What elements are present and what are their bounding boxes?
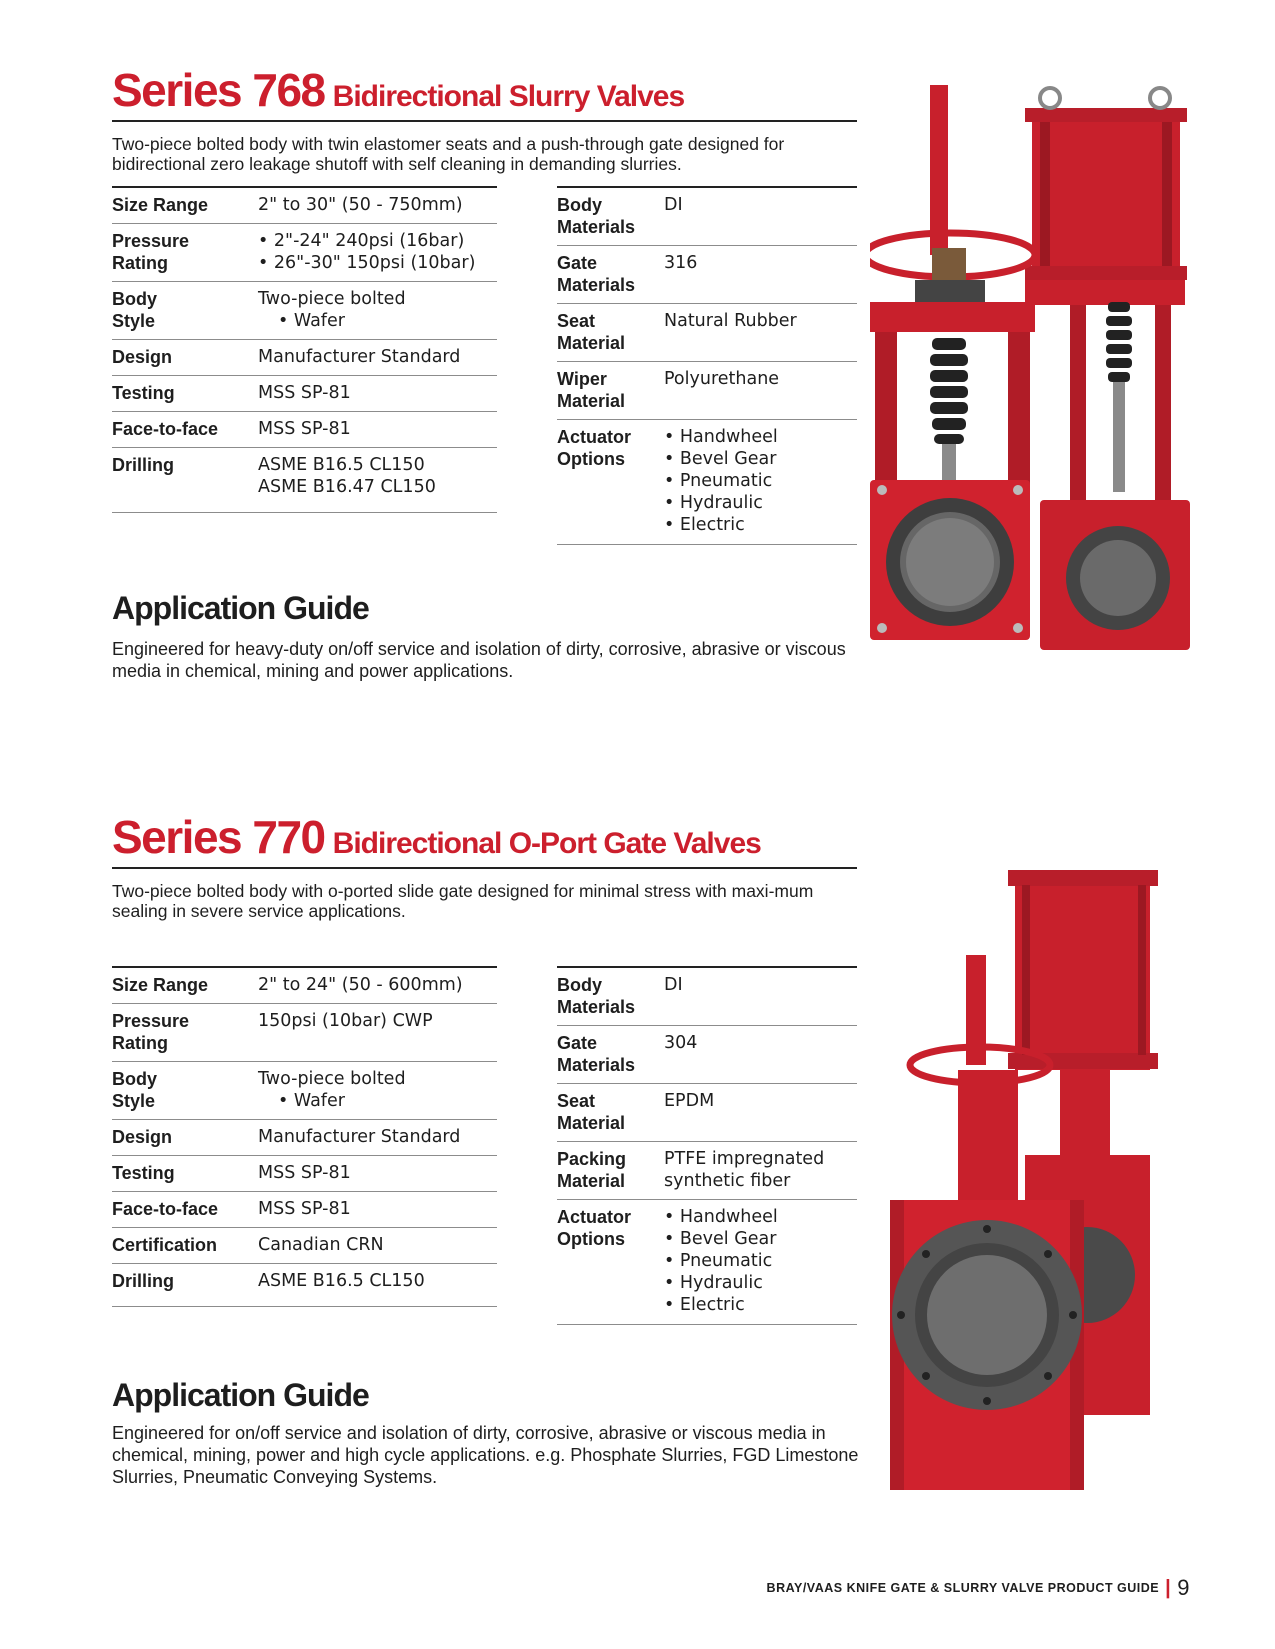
spec-value: Canadian CRN [258, 1235, 384, 1255]
spec-key: Face-to-face [112, 1199, 219, 1219]
spec-key [112, 1062, 258, 1120]
spec-value-line: • 2"-24" 240psi (16bar) [258, 231, 465, 251]
spec-row [557, 1084, 857, 1142]
spec-table-right [557, 186, 857, 545]
spec-row [112, 1120, 497, 1156]
spec-key-line: Seat [557, 311, 596, 331]
spec-key-line: Rating [112, 1033, 168, 1053]
spec-key: Testing [112, 383, 175, 403]
spec-key [557, 1084, 664, 1142]
spec-key-line: Materials [557, 997, 636, 1017]
application-guide-text: Engineered for heavy-duty on/off service and isolation of dirty, corrosive, abrasive or viscous media in chemical, mining and power applications. [112, 639, 846, 681]
valve-770-product-image [880, 855, 1180, 1505]
spec-key-line: Material [557, 333, 626, 353]
actuator-option: • Bevel Gear [664, 449, 777, 469]
spec-table-right [557, 966, 857, 1325]
spec-key: Design [112, 347, 173, 367]
spec-value [258, 448, 497, 513]
spec-row [112, 340, 497, 376]
spec-key: Design [112, 1127, 173, 1147]
spec-key-line: Actuator [557, 427, 632, 447]
series-title [112, 811, 761, 867]
spec-key-line: Material [557, 1171, 626, 1191]
spec-value-line: ASME B16.47 CL150 [258, 477, 436, 497]
spec-key-line: Style [112, 1091, 156, 1111]
spec-key [557, 304, 664, 362]
section-title-770 [112, 811, 857, 869]
spec-row [557, 1142, 857, 1200]
spec-key: Size Range [112, 975, 209, 995]
spec-key: Drilling [112, 1271, 174, 1291]
spec-row [112, 1062, 497, 1120]
page-number: 9 [1177, 1575, 1190, 1600]
spec-row [112, 1264, 497, 1307]
spec-row [557, 420, 857, 545]
spec-row [557, 187, 857, 246]
spec-table-left [112, 966, 497, 1307]
series-title [112, 64, 685, 120]
spec-value-line: synthetic fiber [664, 1171, 791, 1191]
spec-key: Size Range [112, 195, 209, 215]
spec-table-left [112, 186, 497, 513]
series-intro: Two-piece bolted body with o-ported slide gate designed for minimal stress with maxi-mum sealing in severe service applications. [112, 881, 814, 921]
valve-768-product-image [870, 80, 1200, 665]
spec-row [112, 282, 497, 340]
application-guide-title: Application Guide [112, 590, 369, 626]
spec-key [557, 362, 664, 420]
spec-value: MSS SP-81 [258, 383, 351, 403]
spec-row [112, 448, 497, 513]
actuator-option: • Handwheel [664, 1207, 778, 1227]
spec-key [112, 1004, 258, 1062]
actuator-option: • Pneumatic [664, 1251, 773, 1271]
spec-row [557, 1200, 857, 1325]
application-guide-text: Engineered for on/off service and isolation of dirty, corrosive, abrasive or viscous media in chemical, mining, power and high cycle applications. e.g. Phosphate Slurries, FGD Limestone Slurries, Pneumatic Conveying Systems. [112, 1423, 859, 1487]
spec-value: EPDM [664, 1091, 715, 1111]
spec-key-line: Rating [112, 253, 168, 273]
spec-key: Drilling [112, 455, 174, 475]
spec-value [258, 224, 497, 282]
spec-row [112, 1228, 497, 1264]
spec-key: Testing [112, 1163, 175, 1183]
footer-separator: | [1165, 1577, 1172, 1599]
spec-row [112, 187, 497, 224]
spec-value: MSS SP-81 [258, 1199, 351, 1219]
spec-row [112, 412, 497, 448]
spec-key-line: Materials [557, 1055, 636, 1075]
series-intro: Two-piece bolted body with twin elastomer seats and a push-through gate designed for bidirectional zero leakage shutoff with self cleaning in demanding slurries. [112, 134, 785, 174]
spec-key-line: Body [112, 289, 157, 309]
actuator-option: • Electric [664, 515, 745, 535]
spec-value [664, 1142, 857, 1200]
spec-value [664, 420, 857, 545]
spec-row [557, 362, 857, 420]
spec-key-line: Gate [557, 253, 598, 273]
series-number: Series 770 [112, 811, 325, 863]
spec-value: 316 [664, 253, 698, 273]
spec-key-line: Options [557, 1229, 625, 1249]
actuator-option: • Electric [664, 1295, 745, 1315]
spec-key [557, 1200, 664, 1325]
spec-value-line: • Wafer [278, 1091, 345, 1111]
spec-row [557, 967, 857, 1026]
spec-row [112, 1004, 497, 1062]
actuator-option: • Pneumatic [664, 471, 773, 491]
spec-row [557, 246, 857, 304]
spec-value: DI [664, 975, 683, 995]
spec-value [258, 1062, 497, 1120]
spec-value-line: Two-piece bolted [258, 1069, 406, 1089]
spec-key-line: Body [557, 975, 602, 995]
actuator-option: • Bevel Gear [664, 1229, 777, 1249]
spec-row [557, 304, 857, 362]
spec-key-line: Material [557, 391, 626, 411]
spec-value: DI [664, 195, 683, 215]
spec-value: Natural Rubber [664, 311, 797, 331]
spec-value: 304 [664, 1033, 698, 1053]
spec-value-line: ASME B16.5 CL150 [258, 455, 425, 475]
spec-value [664, 1200, 857, 1325]
spec-key: Face-to-face [112, 419, 219, 439]
spec-value [258, 282, 497, 340]
spec-key: Certification [112, 1235, 218, 1255]
spec-key-line: Materials [557, 217, 636, 237]
spec-value: Manufacturer Standard [258, 1127, 461, 1147]
guide-title: BRAY/VAAS KNIFE GATE & SLURRY VALVE PRODUCT GUIDE [766, 1581, 1160, 1595]
spec-key [557, 187, 664, 246]
spec-value: ASME B16.5 CL150 [258, 1271, 425, 1291]
spec-key-line: Options [557, 449, 625, 469]
section-title-768 [112, 64, 857, 122]
spec-key-line: Pressure [112, 1011, 190, 1031]
application-guide-title: Application Guide [112, 1377, 369, 1413]
spec-key-line: Materials [557, 275, 636, 295]
spec-key [557, 246, 664, 304]
rear-valve [1025, 88, 1190, 650]
actuator-option: • Hydraulic [664, 493, 763, 513]
spec-row [112, 376, 497, 412]
spec-key-line: Body [557, 195, 602, 215]
spec-value: MSS SP-81 [258, 1163, 351, 1183]
spec-row [557, 1026, 857, 1084]
spec-key [557, 1026, 664, 1084]
spec-value: 2" to 24" (50 - 600mm) [258, 975, 463, 995]
page-footer [767, 1575, 1190, 1601]
actuator-option: • Hydraulic [664, 1273, 763, 1293]
spec-key [557, 1142, 664, 1200]
actuator-option: • Handwheel [664, 427, 778, 447]
spec-key-line: Actuator [557, 1207, 632, 1227]
spec-key [557, 420, 664, 545]
spec-row [112, 1156, 497, 1192]
spec-key [112, 282, 258, 340]
spec-row [112, 224, 497, 282]
spec-key-line: Pressure [112, 231, 190, 251]
spec-key-line: Material [557, 1113, 626, 1133]
series-number: Series 768 [112, 64, 325, 116]
spec-key-line: Gate [557, 1033, 598, 1053]
spec-key [112, 224, 258, 282]
spec-key-line: Seat [557, 1091, 596, 1111]
spec-value: MSS SP-81 [258, 419, 351, 439]
spec-key [557, 967, 664, 1026]
spec-value: Polyurethane [664, 369, 780, 389]
spec-key-line: Wiper [557, 369, 607, 389]
spec-key-line: Style [112, 311, 156, 331]
spec-value-line: Two-piece bolted [258, 289, 406, 309]
spec-value: Manufacturer Standard [258, 347, 461, 367]
spec-value-line: • 26"-30" 150psi (10bar) [258, 253, 476, 273]
spec-value: 2" to 30" (50 - 750mm) [258, 195, 463, 215]
series-subtitle: Bidirectional Slurry Valves [332, 80, 685, 113]
front-valve [870, 85, 1035, 640]
spec-value-line: • Wafer [278, 311, 345, 331]
spec-row [112, 967, 497, 1004]
spec-value-line: PTFE impregnated [664, 1149, 825, 1169]
series-subtitle: Bidirectional O-Port Gate Valves [332, 827, 761, 860]
spec-row [112, 1192, 497, 1228]
spec-key-line: Packing [557, 1149, 627, 1169]
spec-key-line: Body [112, 1069, 157, 1089]
spec-value: 150psi (10bar) CWP [258, 1011, 433, 1031]
